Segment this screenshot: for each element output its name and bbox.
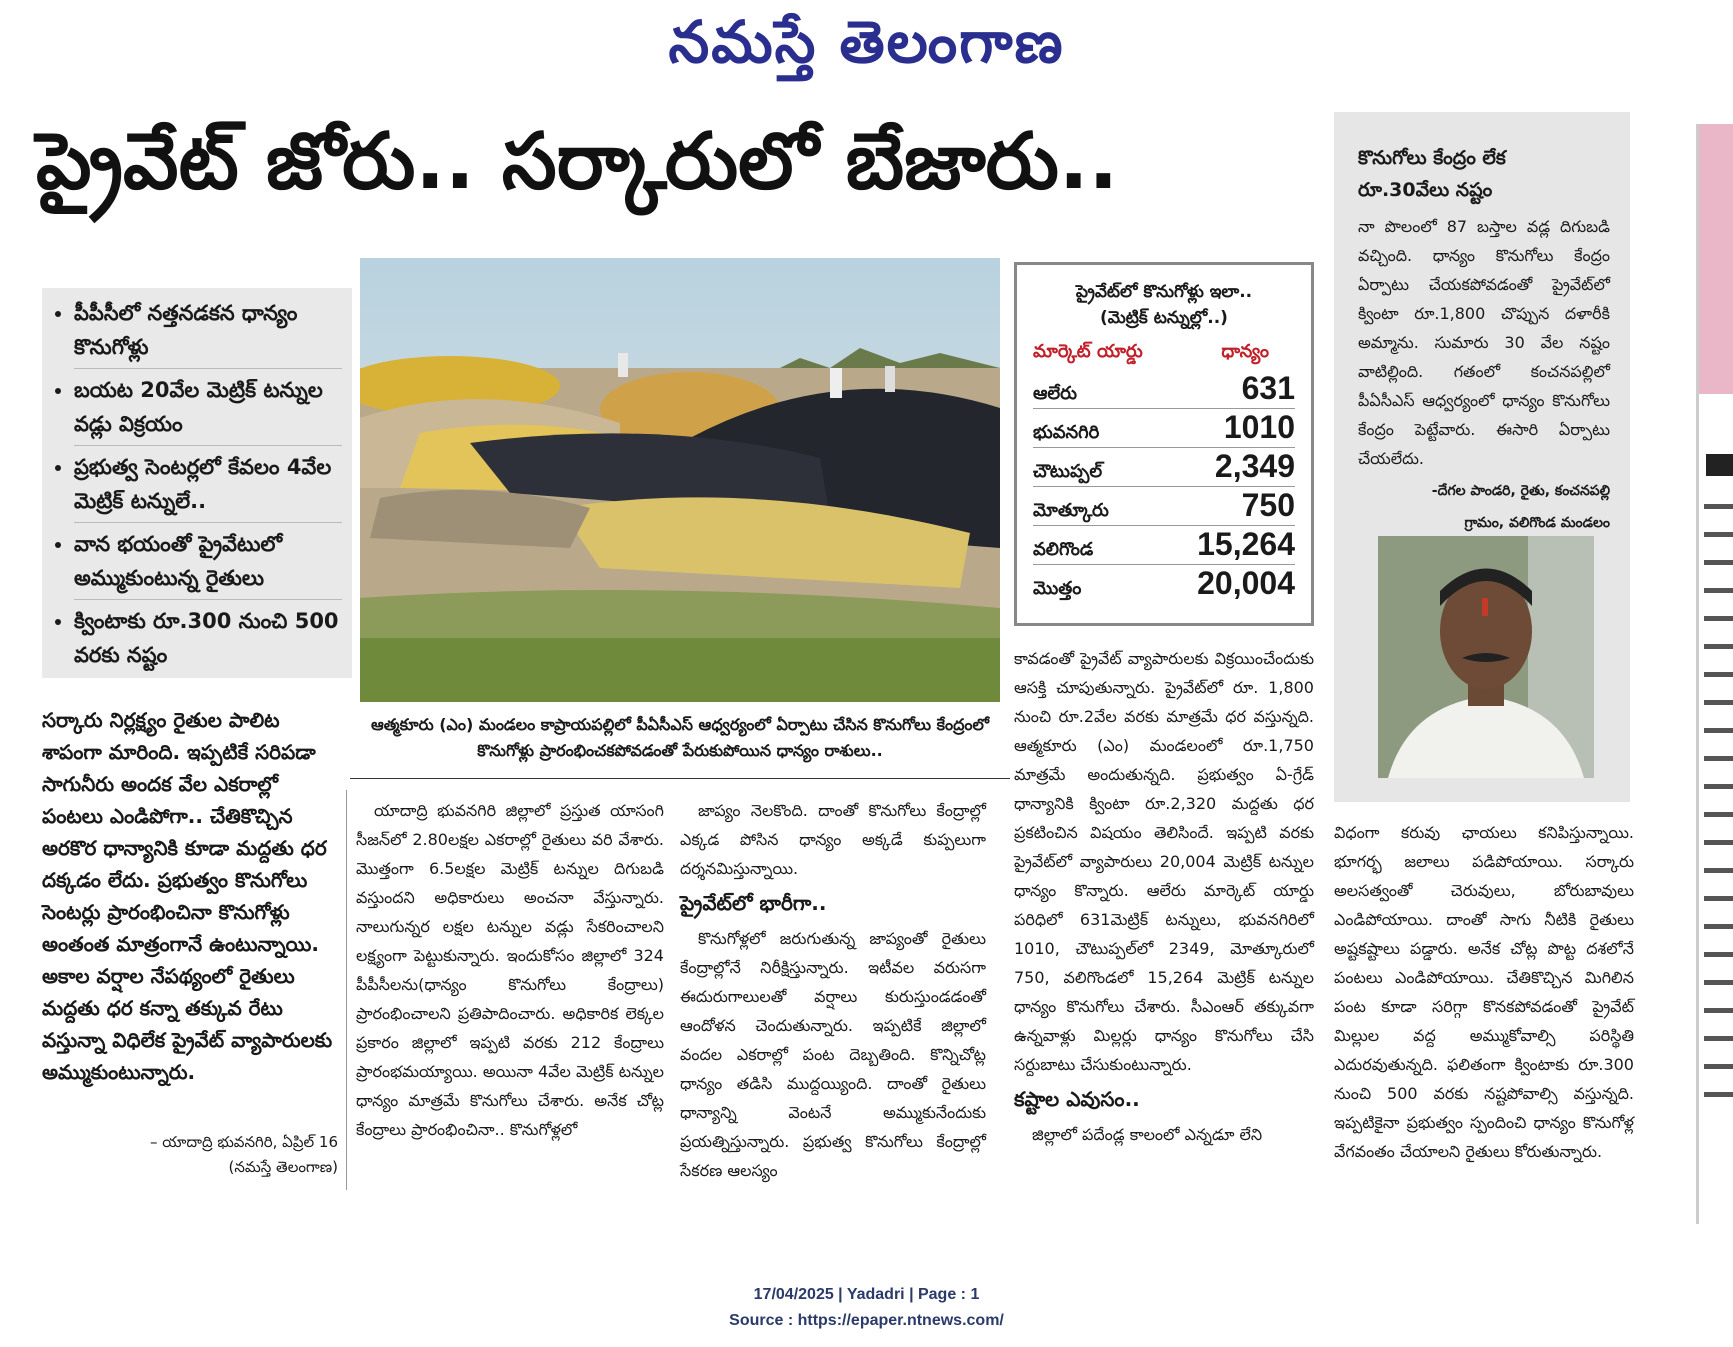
dateline-source: (నమస్తే తెలంగాణ) [228, 1158, 338, 1176]
body-paragraph: యాదాద్రి భువనగిరి జిల్లాలో ప్రస్తుత యాసంగి సీజన్‌లో 2.80లక్షల ఎకరాల్లో రైతులు వరి వేశారు. మొత్తంగా 6.5లక్షల మెట్రిక్ టన్నుల దిగుబడి వస్తుందని అధికారులు అంచనా వేస్తున్నారు. నాలుగున్నర లక్షల టన్నుల వడ్లు సేకరించాలని లక్ష్యంగా పెట్టుకున్నారు. ఇందుకోసం జిల్లాలో 324 పీపీసీలను(ధాన్యం కొనుగోలు కేంద్రాలు) ప్రారంభించాలని ప్రతిపాదించారు. అధికారిక లెక్కల ప్రకారం జిల్లాలో ఇప్పటి వరకు 212 కేంద్రాలు ప్రారంభమయ్యాయి. అయినా 4వేల మెట్రిక్ టన్నుల ధాన్యం మాత్రమే కొనుగోలు చేశారు. అనేక చోట్ల కేంద్రాలు ప్రారంభించినా.. కొనుగోళ్లలో [356, 801, 664, 1139]
body-column-3 [1014, 644, 1314, 1155]
body-paragraph: జిల్లాలో పదేండ్ల కాలంలో ఎన్నడూ లేని [1032, 1125, 1263, 1144]
subheading: ప్రైవేట్‌లో భారీగా.. [680, 891, 827, 915]
headline: ప్రైవేట్ జోరు.. సర్కారులో బేజారు.. [36, 117, 1119, 207]
market-name: చౌటుప్పల్ [1033, 461, 1103, 482]
market-name: మొత్తం [1033, 578, 1082, 599]
lead-paragraph: సర్కారు నిర్లక్ష్యం రైతుల పాలిట శాపంగా మారింది. ఇప్పటికే సరిపడా సాగునీరు అందక వేల ఎకరాల్లో పంటలు ఎండిపోగా.. చేతికొచ్చిన అరకొర ధాన్యానికి కూడా మద్దతు ధర దక్కడం లేదు. ప్రభుత్వం కొనుగోలు సెంటర్లు ప్రారంభించినా కొనుగోళ్లు అంతంత మాత్రంగానే ఉంటున్నాయి. అకాల వర్షాల నేపథ్యంలో రైతులు మద్దతు ధర కన్నా తక్కువ రేటు వస్తున్నా విధిలేక ప్రైవేట్ వ్యాపారులకు అమ్ముకుంటున్నారు. [42, 708, 333, 1084]
grain-value: 1010 [1223, 409, 1295, 445]
table-subtitle: (మెట్రిక్ టన్నుల్లో..) [1100, 308, 1228, 328]
body-paragraph: కొనుగోళ్లలో జరుగుతున్న జాప్యంతో రైతులు కేంద్రాల్లోనే నిరీక్షిస్తున్నారు. ఇటీవల వరుసగా ఈదురుగాలులతో వర్షాలు కురుస్తుండడంతో ఆందోళన చెందుతున్నారు. ఇప్పటికే జిల్లాలో వందల ఎకరాల్లో పంట దెబ్బతింది. కొన్నిచోట్ల ధాన్యం తడిసి ముద్దయ్యింది. దాంతో రైతులు ధాన్యాన్ని వెంటనే అమ్ముకునేందుకు ప్రయత్నిస్తున్నారు. ప్రభుత్వ కొనుగోలు కేంద్రాల్లో సేకరణ ఆలస్యం [680, 929, 986, 1180]
table-row [1033, 409, 1295, 448]
highlights-box [42, 288, 352, 678]
highlight-item: • క్వింటాకు రూ.300 నుంచి 500 వరకు నష్టం [74, 604, 342, 676]
photo-caption: ఆత్మకూరు (ఎం) మండలం కాప్రాయపల్లిలో పీఏసీఎస్ ఆధ్వర్యంలో ఏర్పాటు చేసిన కొనుగోలు కేంద్రంలో కొనుగోళ్లు ప్రారంభించకపోవడంతో పేరుకుపోయిన ధాన్యం రాశులు.. [371, 715, 989, 760]
table-row [1033, 487, 1295, 526]
body-paragraph: విధంగా కరువు ఛాయలు కనిపిస్తున్నాయి. భూగర్భ జలాలు పడిపోయాయి. సర్కారు అలసత్వంతో చెరువులు, బోరుబావులు ఎండిపోయాయి. దాంతో సాగు నీటికి రైతులు అష్టకష్టాలు పడ్డారు. అనేక చోట్ల పొట్ట దశలోనే పంటలు ఎండిపోయాయి. చేతికొచ్చిన మిగిలిన పంట కూడా సరిగ్గా కొనకపోవడంతో ప్రైవేట్ మిల్లుల వద్ద అమ్ముకోవాల్సి పరిస్థితి ఎదురవుతున్నది. ఫలితంగా క్వింటాకు రూ.300 నుంచి 500 వరకు నష్టపోవాల్సి వస్తున్నది. ఇప్పటికైనా ప్రభుత్వం స్పందించి ధాన్యం కొనుగోళ్ల వేగవంతం చేయాలని రైతులు కోరుతున్నారు. [1334, 823, 1634, 1161]
body-column-1 [356, 796, 664, 1150]
grain-value: 631 [1241, 370, 1295, 406]
table-row [1033, 448, 1295, 487]
dateline [80, 1130, 338, 1180]
body-paragraph: జాప్యం నెలకొంది. దాంతో కొనుగోలు కేంద్రాల్లో ఎక్కడ పోసిన ధాన్యం అక్కడే కుప్పలుగా దర్శనమిస్తున్నాయి. [680, 801, 986, 878]
market-name: మోత్కూరు [1033, 500, 1109, 521]
table-row [1033, 526, 1295, 565]
private-purchase-table [1014, 262, 1314, 626]
body-column-2 [680, 796, 986, 1191]
table-title: ప్రైవేట్‌లో కొనుగోళ్లు ఇలా.. [1075, 282, 1253, 302]
grain-value: 15,264 [1197, 526, 1295, 562]
column-header-market: మార్కెట్ యార్డు [1033, 341, 1143, 362]
page-footer [0, 1282, 1733, 1334]
grain-value: 750 [1241, 487, 1295, 523]
table-row-total [1033, 565, 1295, 603]
highlight-item: • బయట 20వేల మెట్రిక్ టన్నుల వడ్లు విక్రయం [74, 373, 342, 446]
table-row [1033, 370, 1295, 409]
footer-edition: 17/04/2025 | Yadadri | Page : 1 [753, 1286, 980, 1303]
masthead-logo: నమస్తే తెలంగాణ [668, 8, 1065, 76]
grain-value: 20,004 [1197, 565, 1295, 601]
subheading: కష్టాల ఎవుసం.. [1014, 1087, 1140, 1111]
quote-title: రూ.30వేలు నష్టం [1358, 179, 1493, 201]
dateline-place: – యాదాద్రి భువనగిరి, ఏప్రిల్ 16 [150, 1133, 338, 1151]
grain-heaps-photo [360, 258, 1000, 702]
highlight-item: • వాన భయంతో ప్రైవేటులో అమ్ముకుంటున్న రైతులు [74, 527, 342, 600]
footer-source-link[interactable]: Source : https://epaper.ntnews.com/ [729, 1312, 1004, 1329]
farmer-portrait [1378, 536, 1594, 778]
quote-title: కొనుగోలు కేంద్రం లేక [1358, 147, 1506, 169]
highlight-item: • ప్రభుత్వ సెంటర్లలో కేవలం 4వేల మెట్రిక్ టన్నులే.. [74, 450, 342, 523]
body-paragraph: కావడంతో ప్రైవేట్ వ్యాపారులకు విక్రయించేందుకు ఆసక్తి చూపుతున్నారు. ప్రైవేట్‌లో రూ. 1,800 నుంచి రూ.2వేల వరకు మాత్రమే ధర వస్తున్నది. ఆత్మకూరు (ఎం) మండలంలో రూ.1,750 మాత్రమే అందుతున్నది. ప్రభుత్వం ఏ-గ్రేడ్ ధాన్యానికి క్వింటా రూ.2,320 మద్దతు ధర ప్రకటించిన విషయం తెలిసిందే. ఇప్పటి వరకు ప్రైవేట్‌లో వ్యాపారులు 20,004 మెట్రిక్ టన్నుల ధాన్యం కొన్నారు. ఆలేరు మార్కెట్ యార్డు పరిధిలో 631మెట్రిక్ టన్నులు, భువనగిరిలో 1010, చౌటుప్పల్‌లో 2349, మోత్కూరులో 750, వలిగొండలో 15,264 మెట్రిక్ టన్నుల ధాన్యం కొనుగోలు చేశారు. సీఎంఆర్ తక్కువగా ఉన్నవాళ్లు మిల్లర్లు ధాన్యం కొనుగోలు చేసి సర్దుబాటు చేసుకుంటున్నారు. [1014, 649, 1314, 1074]
column-header-grain: ధాన్యం [1221, 341, 1269, 362]
grain-value: 2,349 [1214, 448, 1295, 484]
quote-attribution: -దేగల పాండరి, రైతు, కంచనపల్లి [1431, 483, 1610, 499]
highlight-item: • పీపీసీలో నత్తనడకన ధాన్యం కొనుగోళ్లు [74, 296, 342, 369]
quote-attribution: గ్రామం, వలిగొండ మండలం [1464, 515, 1610, 531]
table-header [1033, 341, 1295, 366]
market-name: ఆలేరు [1033, 383, 1078, 404]
market-name: భువనగిరి [1033, 422, 1100, 443]
market-name: వలిగొండ [1033, 539, 1094, 560]
adjacent-article-edge [1696, 124, 1733, 1224]
quote-text: నా పొలంలో 87 బస్తాల వడ్ల దిగుబడి వచ్చింది. ధాన్యం కొనుగోలు కేంద్రం ఏర్పాటు చేయకపోవడంతో ప్రైవేట్‌లో క్వింటా రూ.1,800 చొప్పున దళారీకి అమ్మాను. సుమారు 30 వేల నష్టం వాటిల్లింది. గతంలో కంచనపల్లిలో పీఏసీఎస్ ఆధ్వర్యంలో ధాన్యం కొనుగోలు కేంద్రం పెట్టేవారు. ఈసారి ఏర్పాటు చేయలేదు. [1358, 217, 1610, 468]
body-column-4 [1334, 818, 1634, 1172]
